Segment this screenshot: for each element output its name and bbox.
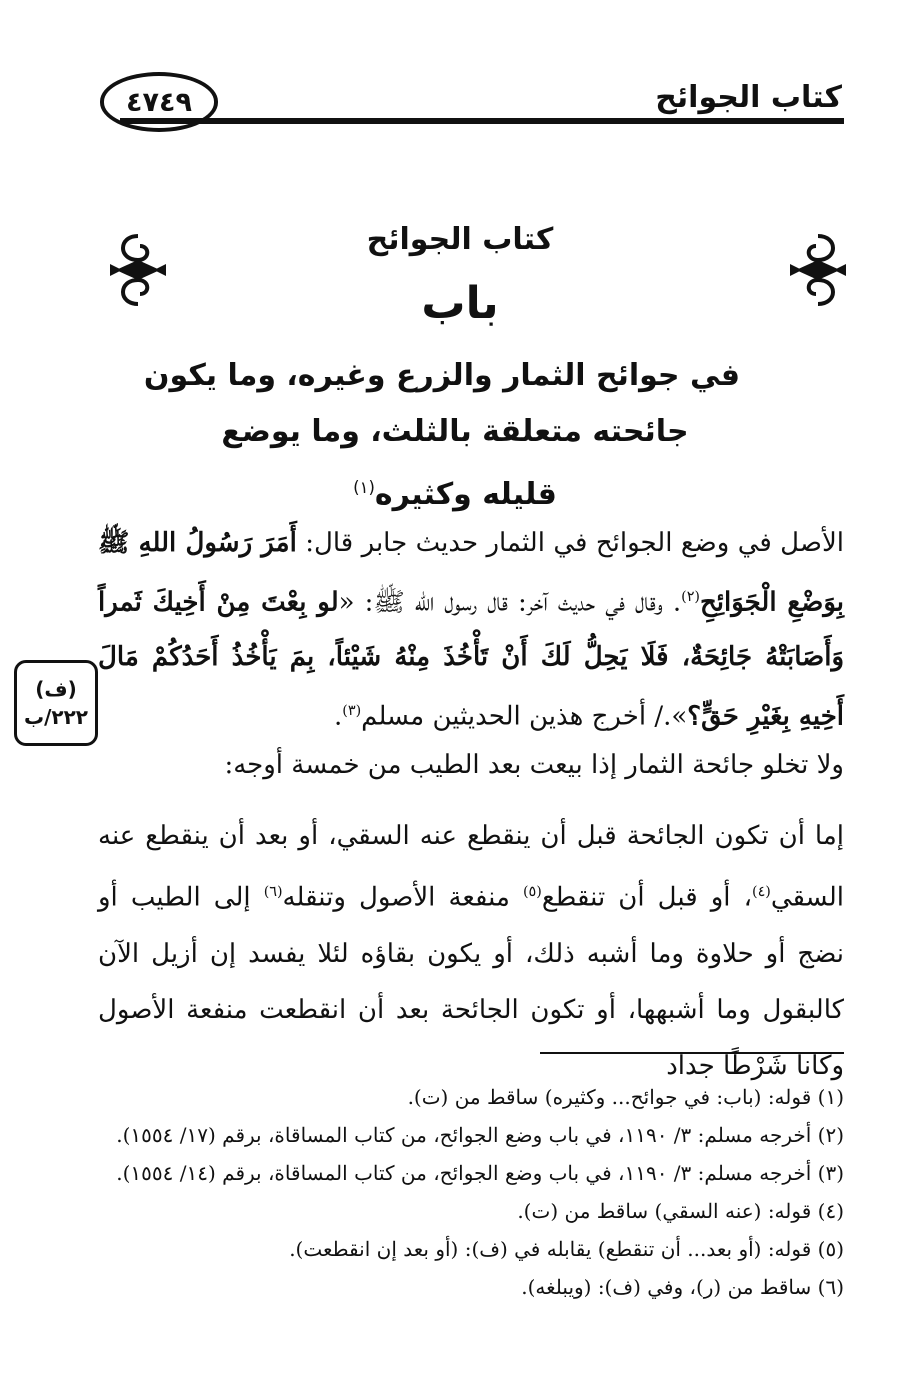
margin-note-line: ٢٢٢/ب — [23, 705, 89, 729]
footnote-separator — [540, 1052, 844, 1054]
body-paragraph-1 — [98, 516, 844, 743]
body-paragraph-2: ولا تخلو جائحة الثمار إذا بيعت بعد الطيب من خمسة أوجه: — [224, 750, 844, 780]
book-title: كتاب الجوائح — [366, 222, 554, 257]
footnote-ref: (٢) — [681, 589, 700, 605]
footnote: (١) قوله: (باب: في جوائح... وكثيره) ساقط من (ت). — [407, 1085, 844, 1109]
margin-note-line: (ف) — [35, 677, 77, 701]
chapter-title-text: قليله وكثيره — [374, 477, 557, 512]
footnote-ref: (٤) — [751, 884, 771, 900]
hadith-text: أَمَرَ رَسُولُ اللهِ ﷺ بِوَضْعِ الْجَوَائِحِ — [98, 528, 844, 618]
body-text: . وقال في حديث آخر: قال رسول الله ﷺ: « — [338, 587, 682, 618]
bab-title: باب — [421, 278, 499, 329]
footnotes — [98, 1078, 844, 1306]
footnote: (٤) قوله: (عنه السقي) ساقط من (ت). — [517, 1199, 844, 1223]
manuscript-margin-note — [14, 660, 98, 746]
chapter-title-line — [170, 460, 740, 523]
footnote-ref: (٣) — [342, 702, 362, 719]
body-text: الأصل في وضع الجوائح في الثمار حديث جابر قال: — [296, 528, 844, 558]
body-text: منفعة الأصول وتنقله — [282, 882, 523, 913]
body-text: ». — [663, 701, 688, 732]
body-text: / أخرج هذين الحديثين مسلم — [361, 701, 664, 732]
footnote-ref: (٦) — [263, 884, 283, 900]
running-header-title: كتاب الجوائح — [655, 80, 842, 115]
header-rule — [120, 118, 844, 124]
chapter-title-line: جائحته متعلقة بالثلث، وما يوضع — [221, 414, 689, 449]
footnote: (٥) قوله: (أو بعد... أن تنقطع) يقابله في (ف): (أو بعد إن انقطعت). — [289, 1237, 844, 1261]
page-number: ٤٧٤٩ — [126, 86, 192, 118]
body-paragraph-3 — [98, 808, 844, 1094]
footnote: (٢) أخرجه مسلم: ٣/ ١١٩٠، في باب وضع الجوائح، من كتاب المساقاة، برقم (١٧/ ١٥٥٤). — [116, 1123, 844, 1147]
body-text: . — [334, 701, 343, 732]
chapter-title — [143, 348, 740, 523]
body-text: إلى الطيب أو نضج أو حلاوة وما أشبه ذلك، أو يكون بقاؤه لئلا يفسد إن أزيل الآن كالبقول وما أشبهها، أو تكون الجائحة بعد أن انقطعت منفعة الأصول وكانا شَرْطًا جداد — [98, 882, 844, 1081]
footnote-ref: (٥) — [522, 884, 542, 900]
chapter-title-line: في جوائح الثمار والزرع وغيره، وما يكون — [143, 358, 740, 393]
footnote: (٣) أخرجه مسلم: ٣/ ١١٩٠، في باب وضع الجوائح، من كتاب المساقاة، برقم (١٤/ ١٥٥٤). — [116, 1161, 844, 1185]
body-text: إما أن تكون الجائحة قبل أن ينقطع عنه السقي، أو بعد أن ينقطع عنه السقي — [98, 821, 844, 913]
footnote: (٦) ساقط من (ر)، وفي (ف): (ويبلغه). — [521, 1275, 844, 1299]
body-text: ، أو قبل أن تنقطع — [541, 882, 752, 913]
footnote-ref: (١) — [353, 478, 375, 497]
hadith-text: لو بِعْتَ مِنْ أَخِيكَ ثَمراً وَأَصَابَتْهُ جَائِحَةٌ، فَلَا يَحِلُّ لَكَ أَنْ تَأْخُذَ مِنْهُ شَيْئاً، بِمَ يَأْخُذُ أَحَدُكُمْ مَالَ أَخِيهِ بِغَيْرِ حَقٍّ؟ — [98, 587, 844, 732]
